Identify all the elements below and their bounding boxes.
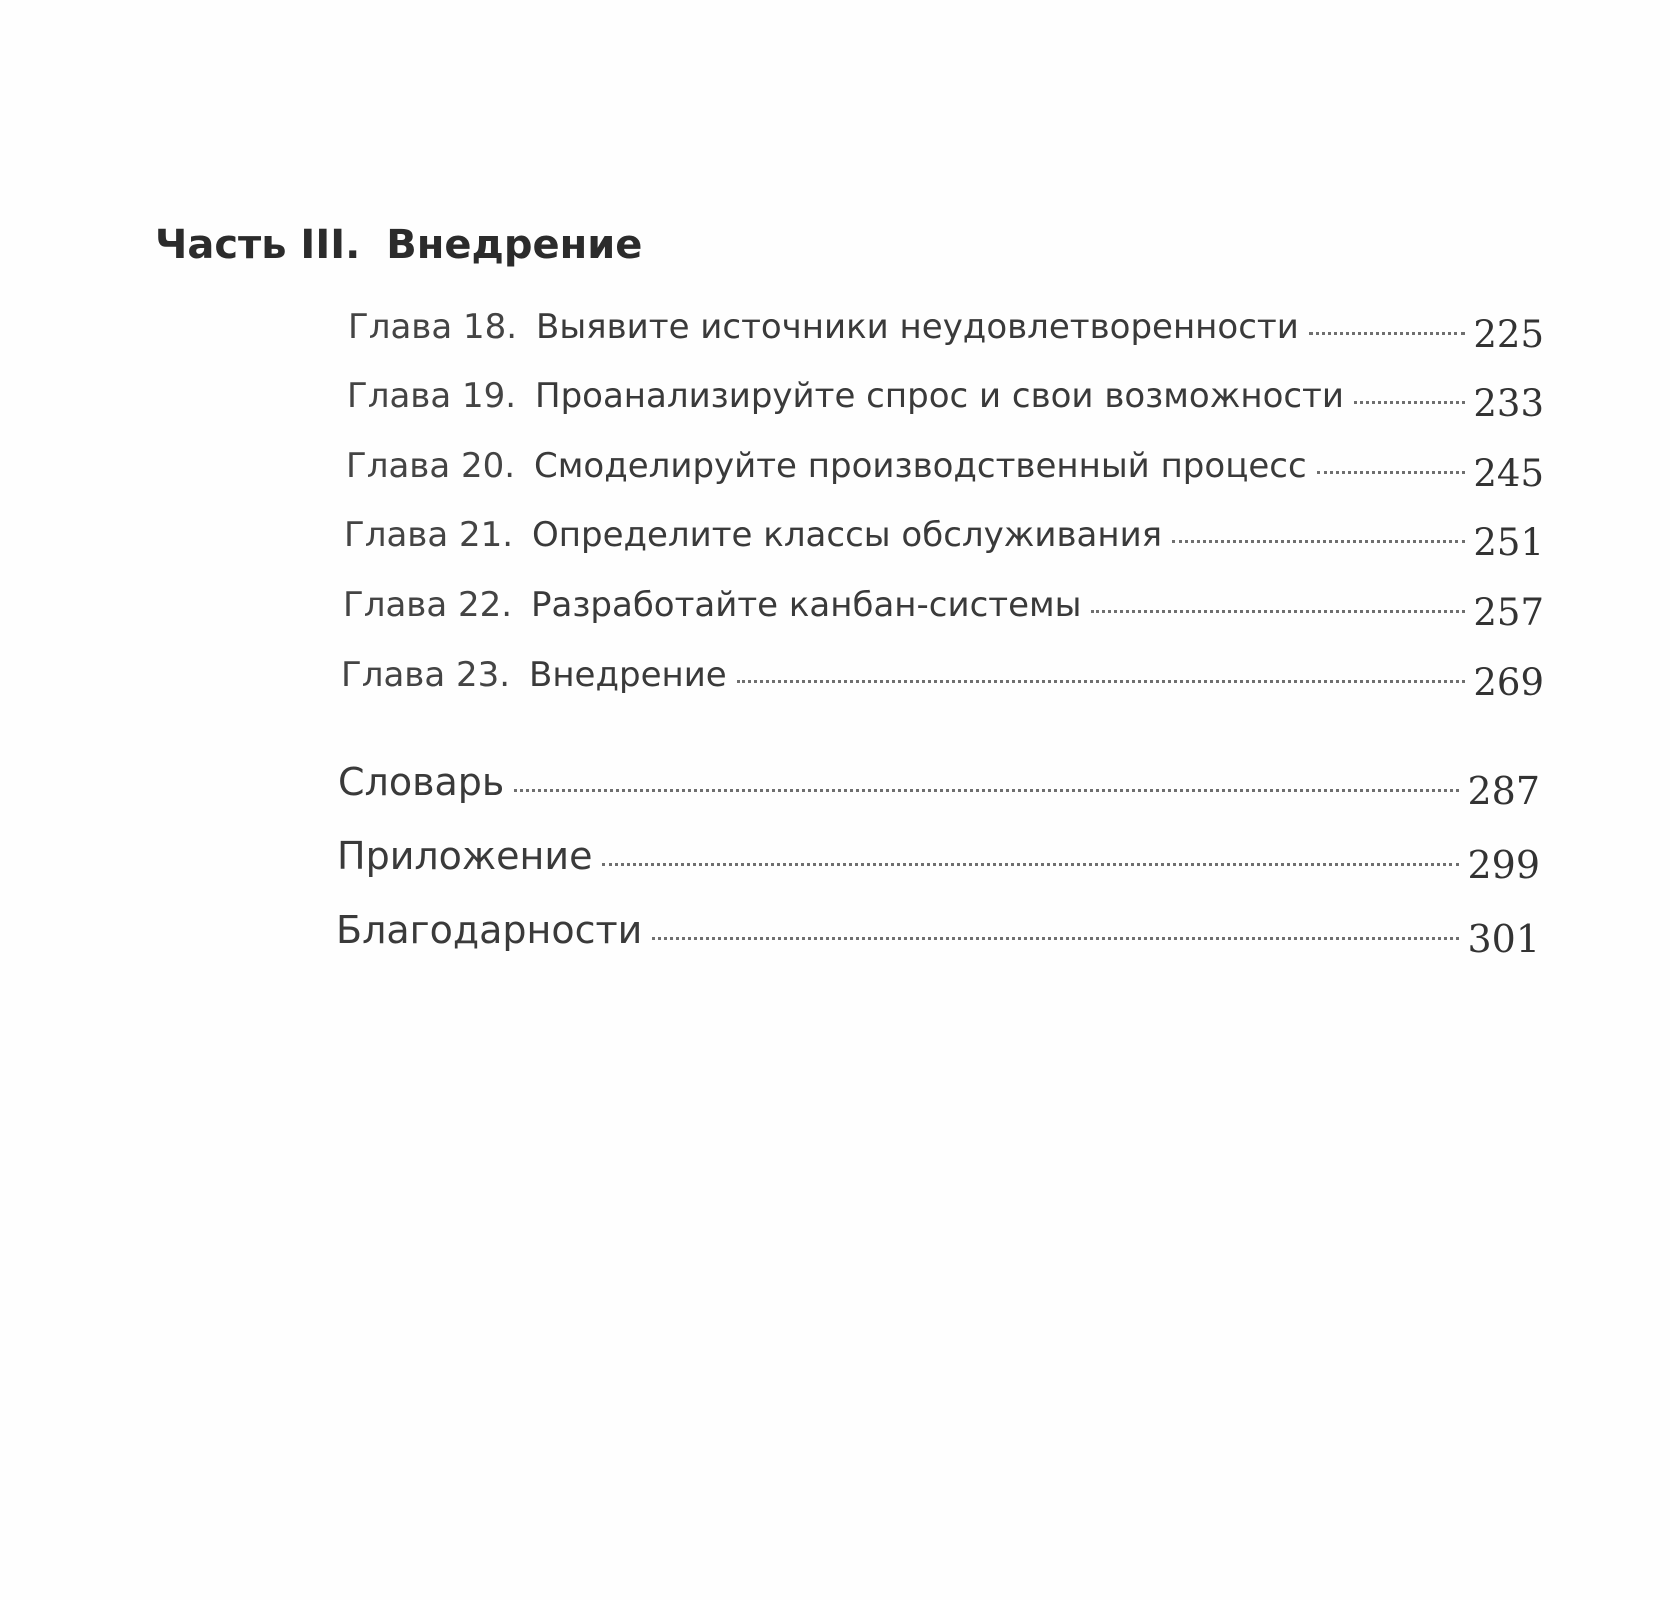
- dot-leader: [737, 680, 1466, 683]
- toc-entry-chapter-22[interactable]: [343, 582, 1544, 634]
- dot-leader: [652, 937, 1459, 940]
- page-number: 251: [1473, 521, 1544, 564]
- section-title: Приложение: [337, 834, 593, 878]
- page-number: 301: [1467, 917, 1540, 961]
- chapter-title: Внедрение: [529, 655, 727, 695]
- chapter-number: Глава 19.: [347, 376, 517, 416]
- page-number: 269: [1473, 661, 1544, 704]
- dot-leader: [1309, 332, 1466, 335]
- dot-leader: [514, 789, 1459, 792]
- page-number: 233: [1473, 382, 1544, 425]
- section-title: Благодарности: [336, 908, 643, 952]
- toc-entry-appendix[interactable]: [337, 834, 1540, 887]
- chapter-title: Смоделируйте производственный процесс: [534, 446, 1307, 486]
- page-number: 245: [1473, 452, 1544, 495]
- dot-leader: [1172, 540, 1465, 543]
- part-title: Внедрение: [386, 222, 643, 268]
- part-heading: [155, 222, 642, 268]
- dot-leader: [1091, 610, 1465, 613]
- chapter-number: Глава 23.: [341, 655, 511, 695]
- dot-leader: [1354, 401, 1465, 404]
- chapter-title: Определите классы обслуживания: [532, 515, 1163, 555]
- part-number: Часть III.: [155, 222, 361, 268]
- section-title: Словарь: [338, 760, 505, 804]
- chapter-number: Глава 20.: [346, 446, 516, 486]
- chapter-title: Выявите источники неудовлетворенности: [536, 307, 1299, 347]
- toc-entry-chapter-21[interactable]: [344, 512, 1544, 564]
- toc-entry-chapter-20[interactable]: [346, 443, 1544, 495]
- chapter-title: Разработайте канбан-системы: [531, 585, 1082, 625]
- page-number: 299: [1467, 843, 1540, 887]
- toc-entry-chapter-19[interactable]: [347, 373, 1544, 425]
- page-number: 225: [1473, 313, 1544, 356]
- page-number: 257: [1473, 591, 1544, 634]
- dot-leader: [1317, 471, 1466, 474]
- page-number: 287: [1467, 769, 1540, 813]
- toc-entry-chapter-18[interactable]: [348, 304, 1544, 356]
- chapter-number: Глава 21.: [344, 515, 514, 555]
- dot-leader: [602, 863, 1459, 866]
- toc-entry-acknowledgements[interactable]: [336, 908, 1540, 961]
- toc-entry-glossary[interactable]: [338, 760, 1540, 813]
- chapter-number: Глава 22.: [343, 585, 513, 625]
- chapter-title: Проанализируйте спрос и свои возможности: [535, 376, 1344, 416]
- toc-entry-chapter-23[interactable]: [341, 652, 1544, 704]
- chapter-number: Глава 18.: [348, 307, 518, 347]
